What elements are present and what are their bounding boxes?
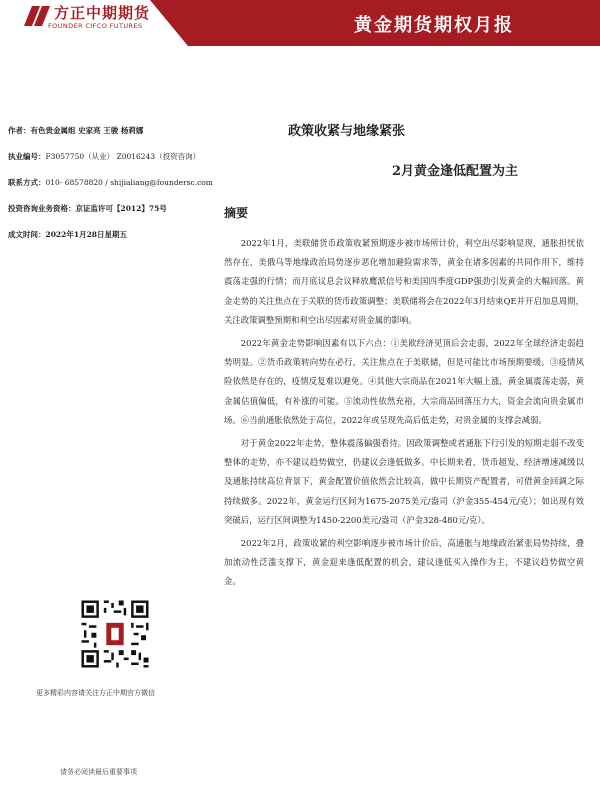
meta-permit-value: 京证监许可【2012】75号 bbox=[75, 204, 167, 213]
meta-license-value: F3057750（从业） Z0016243（投资咨询） bbox=[45, 152, 201, 161]
report-subtitle: 2月黄金逢低配置为主 bbox=[392, 164, 519, 179]
meta-contact bbox=[8, 178, 218, 204]
summary-paragraph: 2022年1月，美联储货币政策收紧预期逐步被市场所计价，利空出尽影响显现，通胀担忧依然存在，美俄乌等地缘政治局势逐步恶化增加避险需求等，黄金在诸多因素的共同作用下，维持震荡走强的行情；而月底议息会议释放鹰派信号和美国四季度GDP强劲引发黄金的大幅回落。黄金走势的关注焦点在于关联的货币政策调整；美联储将会在2022年3月结束QE并开启加息周期，关注政策调整预期和利空出尽因素对贵金属的影响。 bbox=[224, 238, 584, 325]
report-type-title: 黄金期货期权月报 bbox=[354, 15, 514, 36]
qr-caption: 更多精彩内容请关注方正中期官方微信 bbox=[36, 689, 155, 697]
meta-permit-label: 投资咨询业务资格： bbox=[8, 204, 76, 213]
meta-license bbox=[8, 152, 218, 178]
meta-contact-label: 联系方式： bbox=[8, 178, 46, 187]
meta-date bbox=[8, 230, 218, 256]
disclaimer-note: 请务必阅读最后重要事项 bbox=[60, 768, 137, 776]
summary-body bbox=[224, 234, 584, 596]
meta-author-value: 有色贵金属组 史家亮 王骏 杨莉娜 bbox=[30, 126, 144, 135]
report-title: 政策收紧与地缘紧张 bbox=[288, 124, 406, 139]
summary-heading: 摘要 bbox=[224, 206, 249, 220]
meta-contact-value[interactable]: 010- 68578820 / shijialiang@foundersc.com bbox=[45, 178, 213, 187]
company-name-en: FOUNDER CIFCO FUTURES bbox=[48, 22, 143, 30]
meta-date-value: 2022年1月28日星期五 bbox=[45, 230, 128, 239]
meta-date-label: 成文时间： bbox=[8, 230, 46, 239]
summary-paragraph: 2022年黄金走势影响因素有以下六点：①美欧经济见顶后会走弱，2022年全球经济走弱趋势明显。②货币政策转向势在必行，关注焦点在于美联储，但是可能比市场预期要缓。③疫情风险依然是存在的，疫情反复难以避免。④其他大宗商品在2021年大幅上涨，黄金属震荡走弱，黄金属估值偏低，有补涨的可能。⑤流动性依然充裕，大宗商品回落压力大，资金会流向贵金属市场。⑥当前通胀依然处于高位，2022年或呈现先高后低走势，对贵金属的支撑会减弱。 bbox=[224, 338, 584, 425]
meta-permit bbox=[8, 204, 218, 230]
page-header bbox=[0, 0, 600, 46]
summary-paragraph: 对于黄金2022年走势，整体震荡偏强看待。因政策调整或者通胀下行引发的短期走弱不改变整体的走势，亦不建议趋势做空，仍建议会逢低做多。中长期来看，货币超发、经济增速减缓以及通胀持续高位背景下，黄金配置价值依然会比较高，做中长期资产配置者，可借黄金回调之际持续做多。2022年，黄金运行区间为1675-2075美元/盎司（沪金355-454元/克）；如出现有效突破后，运行区间调整为1450-2200美元/盎司（沪金328-480元/克）。 bbox=[224, 438, 584, 525]
wechat-qr-code[interactable] bbox=[79, 598, 151, 670]
meta-author-label: 作者： bbox=[8, 126, 31, 135]
report-meta-sidebar bbox=[8, 126, 218, 256]
meta-license-label: 执业编号： bbox=[8, 152, 46, 161]
company-name-cn: 方正中期期货 bbox=[54, 4, 151, 22]
summary-paragraph: 2022年2月，政策收紧的利空影响逐步被市场计价后，高通胀与地缘政治紧张局势持续，叠加流动性泛滥支撑下，黄金迎来逢低配置的机会，建议逢低买入操作为主，不建议趋势做空黄金。 bbox=[224, 538, 584, 587]
meta-author bbox=[8, 126, 218, 152]
header-divider bbox=[150, 0, 188, 46]
